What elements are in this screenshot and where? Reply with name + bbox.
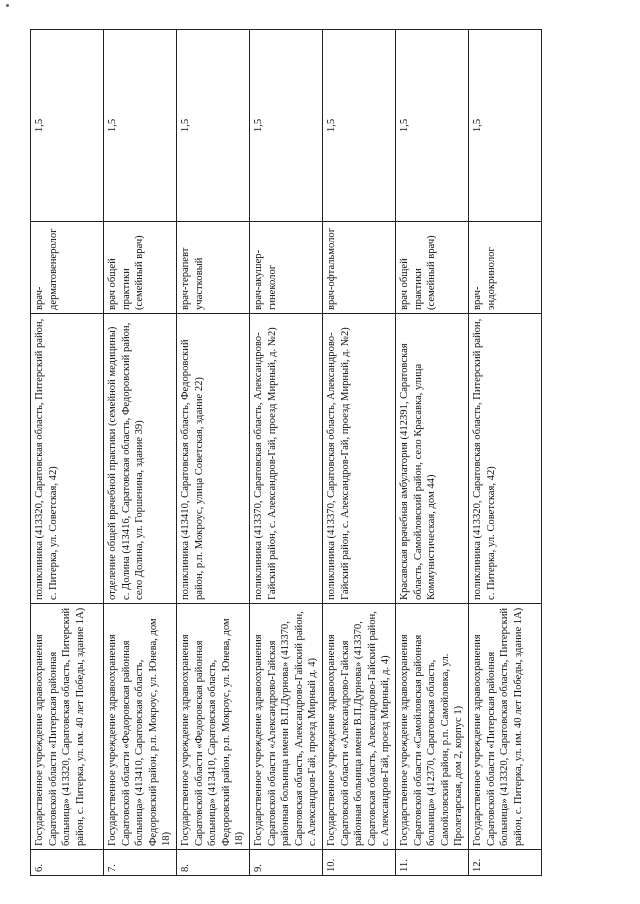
- unit-cell: поликлиника (413370, Саратовская область, Александрово-Гайский район, с. Александров-Гай, проезд Мирный, д. №2): [250, 314, 323, 604]
- rate-cell: 1,5: [396, 30, 469, 222]
- table-row: [177, 30, 250, 876]
- row-number: 8.: [177, 850, 250, 876]
- unit-cell: поликлиника (413370, Саратовская область, Александрово-Гайский район, с. Александров-Гай, проезд Мирный, д. №2): [323, 314, 396, 604]
- unit-cell: поликлиника (413320, Саратовская область, Питерский район, с. Питерка, ул. Советская, 42): [469, 314, 542, 604]
- unit-cell: поликлиника (413410, Саратовская область, Федоровский район, р.п. Мокроус, улица Советская, здание 22): [177, 314, 250, 604]
- rotated-table-wrapper: [30, 30, 615, 876]
- table-row: [104, 30, 177, 876]
- rate-cell: 1,5: [469, 30, 542, 222]
- position-cell: врач-офтальмолог: [323, 222, 396, 314]
- position-cell: врач общей практики (семейный врач): [396, 222, 469, 314]
- position-cell: врач-акушер-гинеколог: [250, 222, 323, 314]
- row-number: 7.: [104, 850, 177, 876]
- table-row: [469, 30, 542, 876]
- organization-cell: Государственное учреждение здравоохранения Саратовской области «Питерская районная больница» (413320, Саратовская область, Питерский район, с. Питерка, ул. им. 40 лет Победы, здание 1А): [469, 604, 542, 850]
- unit-cell: поликлиника (413320, Саратовская область, Питерский район, с. Питерка, ул. Советская, 42): [31, 314, 104, 604]
- table-row: [31, 30, 104, 876]
- organization-cell: Государственное учреждение здравоохранения Саратовской области «Федоровская районная больница» (413410, Саратовская область, Федоровский район, р.п. Мокроус, ул. Юнева, дом 18): [177, 604, 250, 850]
- organization-cell: Государственное учреждение здравоохранения Саратовской области «Питерская районная больница» (413320, Саратовская область, Питерский район, с. Питерка, ул. им. 40 лет Победы, здание 1А): [31, 604, 104, 850]
- scan-speck: [6, 4, 9, 7]
- unit-cell: Красавская врачебная амбулатория (412391, Саратовская область, Самойловский район, село Красавка, улица Коммунистическая, дом 44): [396, 314, 469, 604]
- position-cell: врач общей практики (семейный врач): [104, 222, 177, 314]
- row-number: 6.: [31, 850, 104, 876]
- organization-cell: Государственное учреждение здравоохранения Саратовской области «Федоровская районная больница» (413410, Саратовская область, Федоровский район, р.п. Мокроус, ул. Юнева, дом 18): [104, 604, 177, 850]
- unit-cell: отделение общей врачебной практики (семейной медицины) с. Долина (413416, Саратовская область, Федоровский район, село Долина, ул. Горшенина, здание 39): [104, 314, 177, 604]
- row-number: 11.: [396, 850, 469, 876]
- position-cell: врач-эндокринолог: [469, 222, 542, 314]
- table-row: [250, 30, 323, 876]
- organization-cell: Государственное учреждение здравоохранения Саратовской области «Александрово-Гайская районная больница имени В.П.Дурнова» (413370, Саратовская область, Александрово-Гайский район, с. Александров-Гай, проезд Мирный, д. 4): [323, 604, 396, 850]
- position-cell: врач-дерматовенеролог: [31, 222, 104, 314]
- position-cell: врач-терапевт участковый: [177, 222, 250, 314]
- table-row: [396, 30, 469, 876]
- vacancy-table: [30, 29, 542, 876]
- rate-cell: 1,5: [250, 30, 323, 222]
- rate-cell: 1,5: [323, 30, 396, 222]
- table-row: [323, 30, 396, 876]
- organization-cell: Государственное учреждение здравоохранения Саратовской области «Александрово-Гайская районная больница имени В.П.Дурнова» (413370, Саратовская область, Александрово-Гайский район, с. Александров-Гай, проезд Мирный д. 4): [250, 604, 323, 850]
- row-number: 12.: [469, 850, 542, 876]
- rate-cell: 1,5: [31, 30, 104, 222]
- rate-cell: 1,5: [104, 30, 177, 222]
- rate-cell: 1,5: [177, 30, 250, 222]
- row-number: 9.: [250, 850, 323, 876]
- table-body: [31, 30, 542, 876]
- row-number: 10.: [323, 850, 396, 876]
- organization-cell: Государственное учреждение здравоохранения Саратовской области «Самойловская районная больница» (412370, Саратовская область, Самойловский район, р.п. Самойловка, ул. Пролетарская, дом 2, корпус 1): [396, 604, 469, 850]
